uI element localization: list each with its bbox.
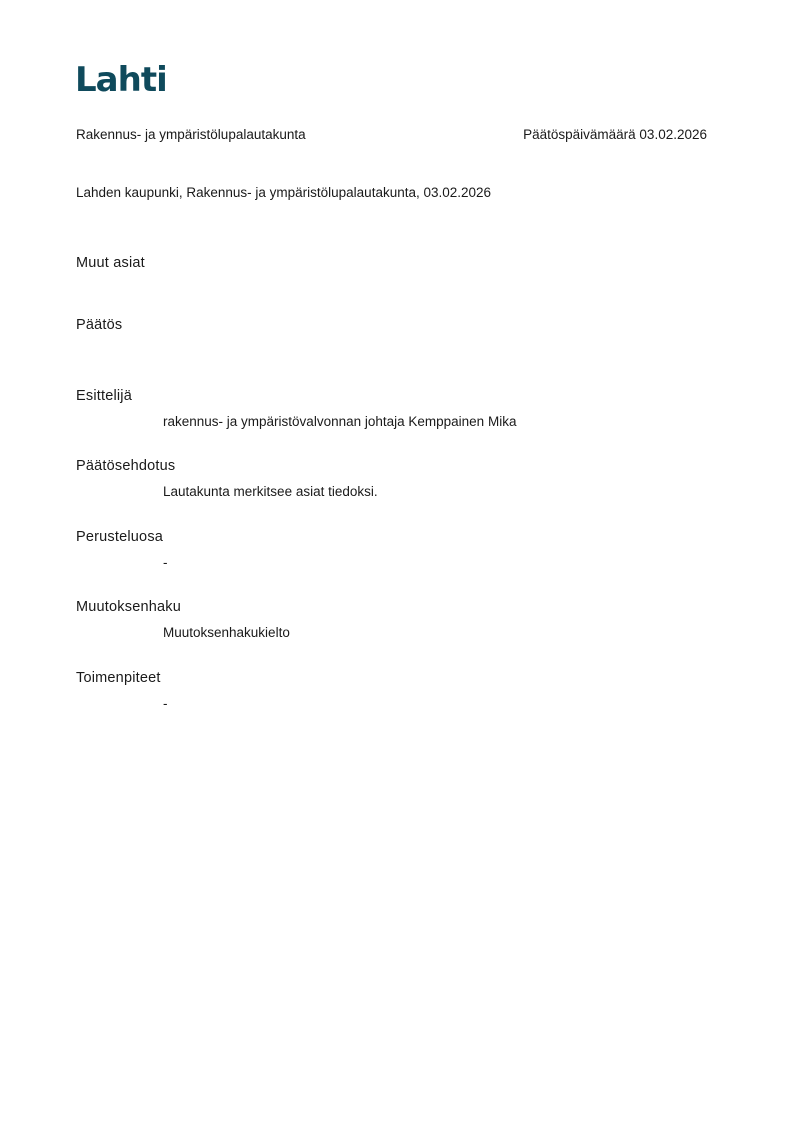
justification-heading: Perusteluosa [76, 529, 164, 545]
decision-heading: Päätös [76, 317, 123, 333]
proposal-text: Lautakunta merkitsee asiat tiedoksi. [163, 484, 378, 499]
proposal-heading: Päätösehdotus [76, 458, 176, 474]
actions-heading: Toimenpiteet [76, 670, 161, 686]
subject-heading: Muut asiat [76, 255, 145, 271]
justification-text: - [163, 555, 168, 570]
decision-date: Päätöspäivämäärä 03.02.2026 [523, 127, 707, 142]
appeal-text: Muutoksenhakukielto [163, 625, 290, 640]
actions-text: - [163, 696, 168, 711]
organization-line: Lahden kaupunki, Rakennus- ja ympäristölupalautakunta, 03.02.2026 [76, 185, 492, 200]
appeal-heading: Muutoksenhaku [76, 599, 181, 615]
presenter-text: rakennus- ja ympäristövalvonnan johtaja Kemppainen Mika [163, 414, 517, 429]
lahti-logo: Lahti [75, 60, 167, 100]
board-name: Rakennus- ja ympäristölupalautakunta [76, 127, 306, 142]
presenter-heading: Esittelijä [76, 388, 132, 404]
